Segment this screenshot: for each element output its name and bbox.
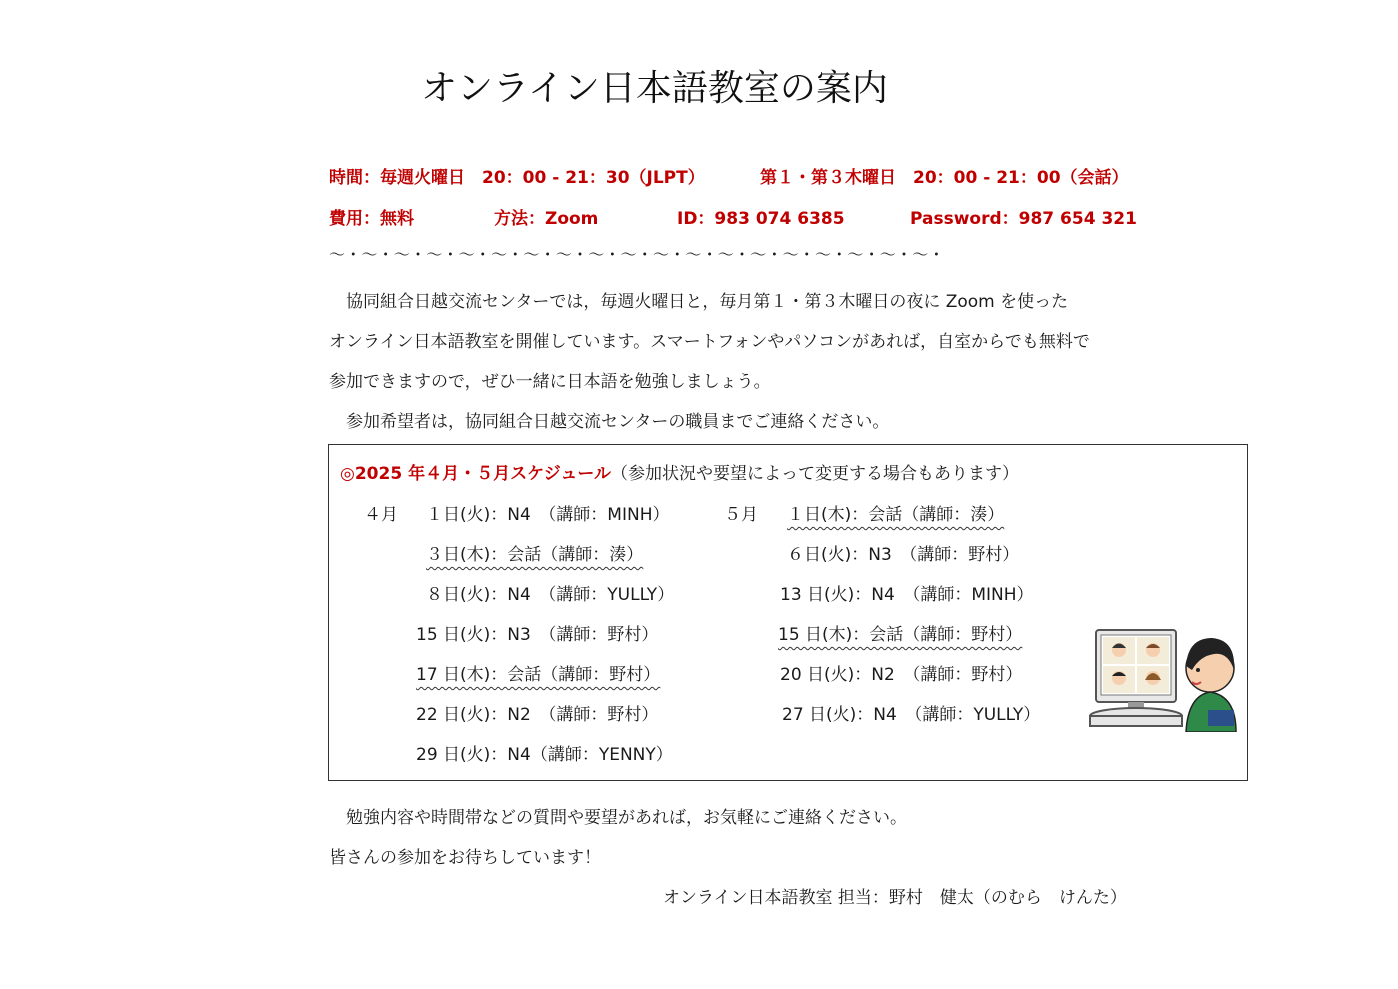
method-text: 方法：Zoom [494,209,599,229]
divider-line: ～・～・～・～・～・～・～・～・～・～・～・～・～・～・～・～・～・～・～・ [329,245,945,264]
video-call-illustration-icon [1088,626,1238,732]
may-session: 15 日(木)：会話（講師：野村） [778,625,1023,645]
april-session: ８日(火)：N4 （講師：YULLY） [426,585,675,605]
may-session: １日(木)：会話（講師：湊） [787,505,1005,525]
april-session: 22 日(火)：N2 （講師：野村） [416,705,659,725]
april-session: 29 日(火)：N4（講師：YENNY） [416,745,673,765]
schedule-time-tuesday: 時間：毎週火曜日 20：00 - 21：30（JLPT） [329,168,705,188]
closing-paragraph-1: 勉強内容や時間帯などの質問や要望があれば，お気軽にご連絡ください。 [346,808,907,828]
zoom-password-text: Password：987 654 321 [910,209,1137,229]
fee-text: 費用：無料 [329,209,414,229]
intro-paragraph-4: 参加希望者は，協同組合日越交流センターの職員までご連絡ください。 [346,412,890,432]
april-label: ４月 [364,505,398,525]
schedule-time-thursday: 第１・第３木曜日 20：00 - 21：00（会話） [760,168,1129,188]
may-session: 27 日(火)：N4 （講師：YULLY） [782,705,1041,725]
april-session: ３日(木)：会話（講師：湊） [426,545,644,565]
may-label: ５月 [724,505,758,525]
page-title: オンライン日本語教室の案内 [421,68,888,109]
intro-paragraph-3: 参加できますので，ぜひ一緒に日本語を勉強しましょう。 [329,372,771,392]
intro-paragraph-1: 協同組合日越交流センターでは，毎週火曜日と，毎月第１・第３木曜日の夜に Zoom を使った [346,292,1069,312]
signature: オンライン日本語教室 担当：野村 健太（のむら けんた） [663,888,1127,908]
april-session: 15 日(火)：N3 （講師：野村） [416,625,659,645]
schedule-heading-note: （参加状況や要望によって変更する場合もあります） [611,464,1020,484]
intro-paragraph-2: オンライン日本語教室を開催しています。スマートフォンやパソコンがあれば，自室からでも無料で [329,332,1090,352]
closing-paragraph-2: 皆さんの参加をお待ちしています！ [329,848,601,868]
may-session: 20 日(火)：N2 （講師：野村） [780,665,1023,685]
may-session: 13 日(火)：N4 （講師：MINH） [780,585,1034,605]
april-session: １日(火)：N4 （講師：MINH） [426,505,670,525]
schedule-heading-title: ◎2025 年４月・５月スケジュール [340,464,612,484]
may-session: ６日(火)：N3 （講師：野村） [787,545,1020,565]
schedule-heading [340,459,1019,484]
april-session: 17 日(木)：会話（講師：野村） [416,665,661,685]
zoom-id-text: ID：983 074 6385 [677,209,845,229]
